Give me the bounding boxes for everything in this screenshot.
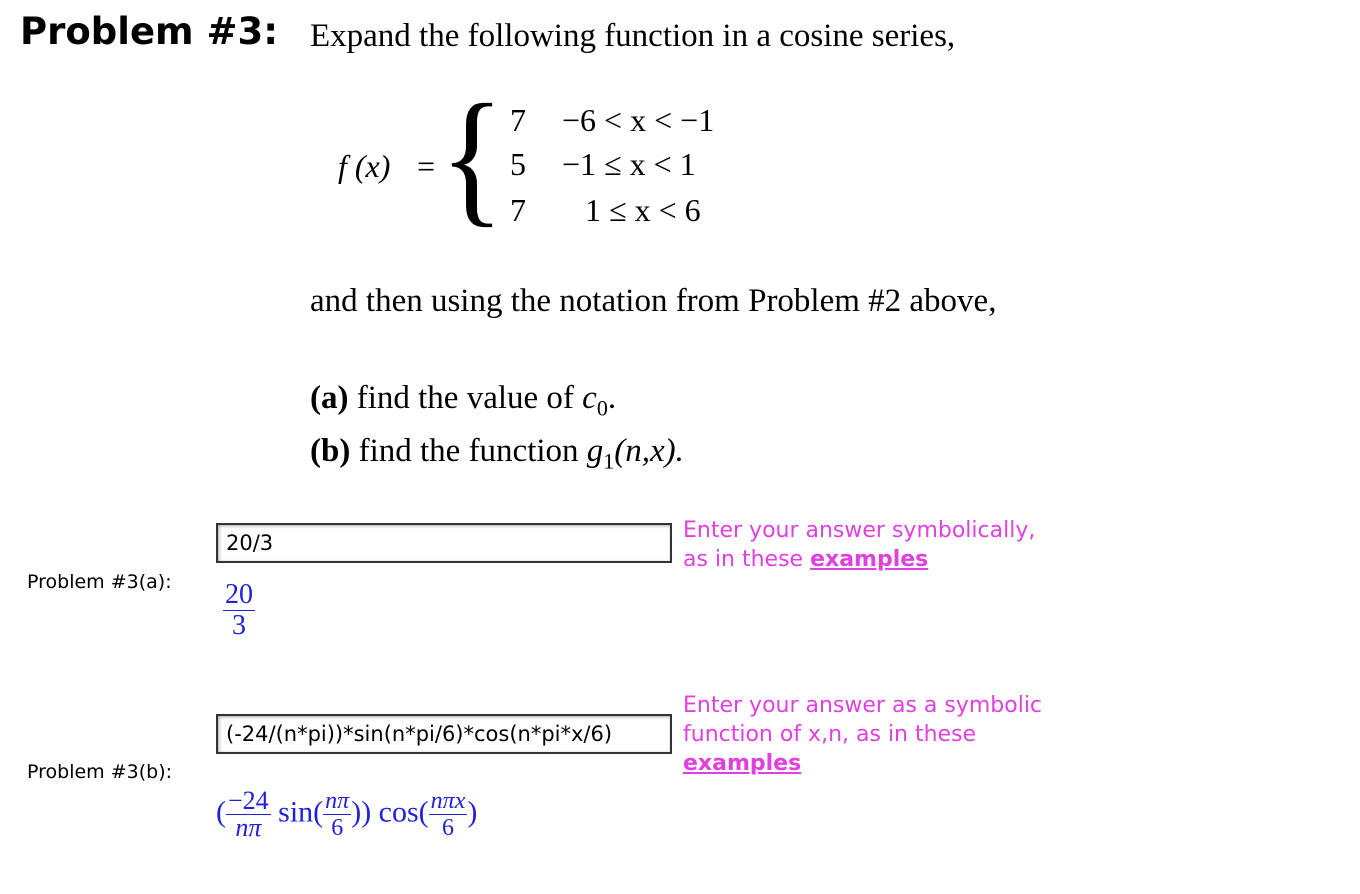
brace-icon: { (439, 74, 505, 240)
function-name: f (x) (338, 148, 391, 184)
answer-b-cos-num: nπx (430, 788, 466, 814)
part-a-instruction (310, 380, 616, 422)
answer-b-cos-den: 6 (442, 815, 455, 841)
answer-b-hint (683, 691, 1042, 778)
answer-a-label: Problem #3(a): (27, 571, 172, 593)
part-b-label: (b) (310, 433, 351, 469)
answer-b-mid: )) cos( (351, 795, 429, 829)
part-b-sub: 1 (603, 448, 615, 474)
answer-b-sin: sin( (278, 795, 324, 829)
answer-b-sin-den: 6 (331, 815, 344, 841)
answer-b-sin-num: nπ (325, 788, 350, 814)
answer-b-label: Problem #3(b): (27, 761, 173, 783)
part-a-var: c (582, 380, 597, 416)
answer-a-hint-prefix: as in these (683, 547, 811, 572)
answer-a-examples-link[interactable]: examples (810, 547, 929, 572)
problem-prompt: Expand the following function in a cosine series, (310, 18, 956, 54)
answer-b-close: ) (467, 795, 478, 829)
answer-a-input[interactable]: 20/3 (216, 523, 672, 563)
answer-a-preview-num: 20 (225, 579, 253, 610)
part-b-text: find the function (358, 433, 579, 469)
case-2-condition: −1 ≤ x < 1 (562, 146, 696, 182)
case-1-value: 7 (510, 102, 526, 138)
instructions-line: and then using the notation from Problem #2 above, (310, 283, 997, 319)
answer-b-coef-num: −24 (228, 786, 269, 815)
part-a-label: (a) (310, 380, 349, 416)
answer-a-preview (223, 580, 255, 641)
part-b-var: g (586, 433, 604, 469)
answer-b-open: ( (216, 795, 226, 829)
part-a-end: . (607, 380, 617, 416)
answer-b-preview (216, 788, 477, 841)
problem-title: Problem #3: (20, 10, 279, 53)
case-2-value: 5 (510, 146, 526, 182)
answer-a-hint-line2 (683, 545, 1035, 574)
case-3-value: 7 (510, 192, 526, 228)
equals-sign: = (417, 148, 436, 184)
part-a-sub: 0 (596, 395, 608, 421)
answer-a-preview-den: 3 (232, 610, 246, 641)
answer-a-hint-line1: Enter your answer symbolically, (683, 518, 1036, 543)
answer-b-input[interactable]: (-24/(n*pi))*sin(n*pi/6)*cos(n*pi*x/6) (216, 714, 672, 754)
answer-a-hint (683, 516, 1035, 574)
answer-b-examples-link[interactable]: examples (683, 751, 802, 776)
part-b-instruction (310, 433, 684, 475)
case-1-condition: −6 < x < −1 (562, 102, 715, 138)
answer-b-hint-line1: Enter your answer as a symbolic (683, 693, 1043, 718)
answer-b-hint-line2: function of x,n, as in these (683, 722, 977, 747)
answer-b-coef-den: nπ (235, 813, 262, 842)
part-b-args: (n,x). (614, 433, 684, 469)
part-a-text: find the value of (356, 380, 574, 416)
case-3-condition: 1 ≤ x < 6 (585, 192, 701, 228)
